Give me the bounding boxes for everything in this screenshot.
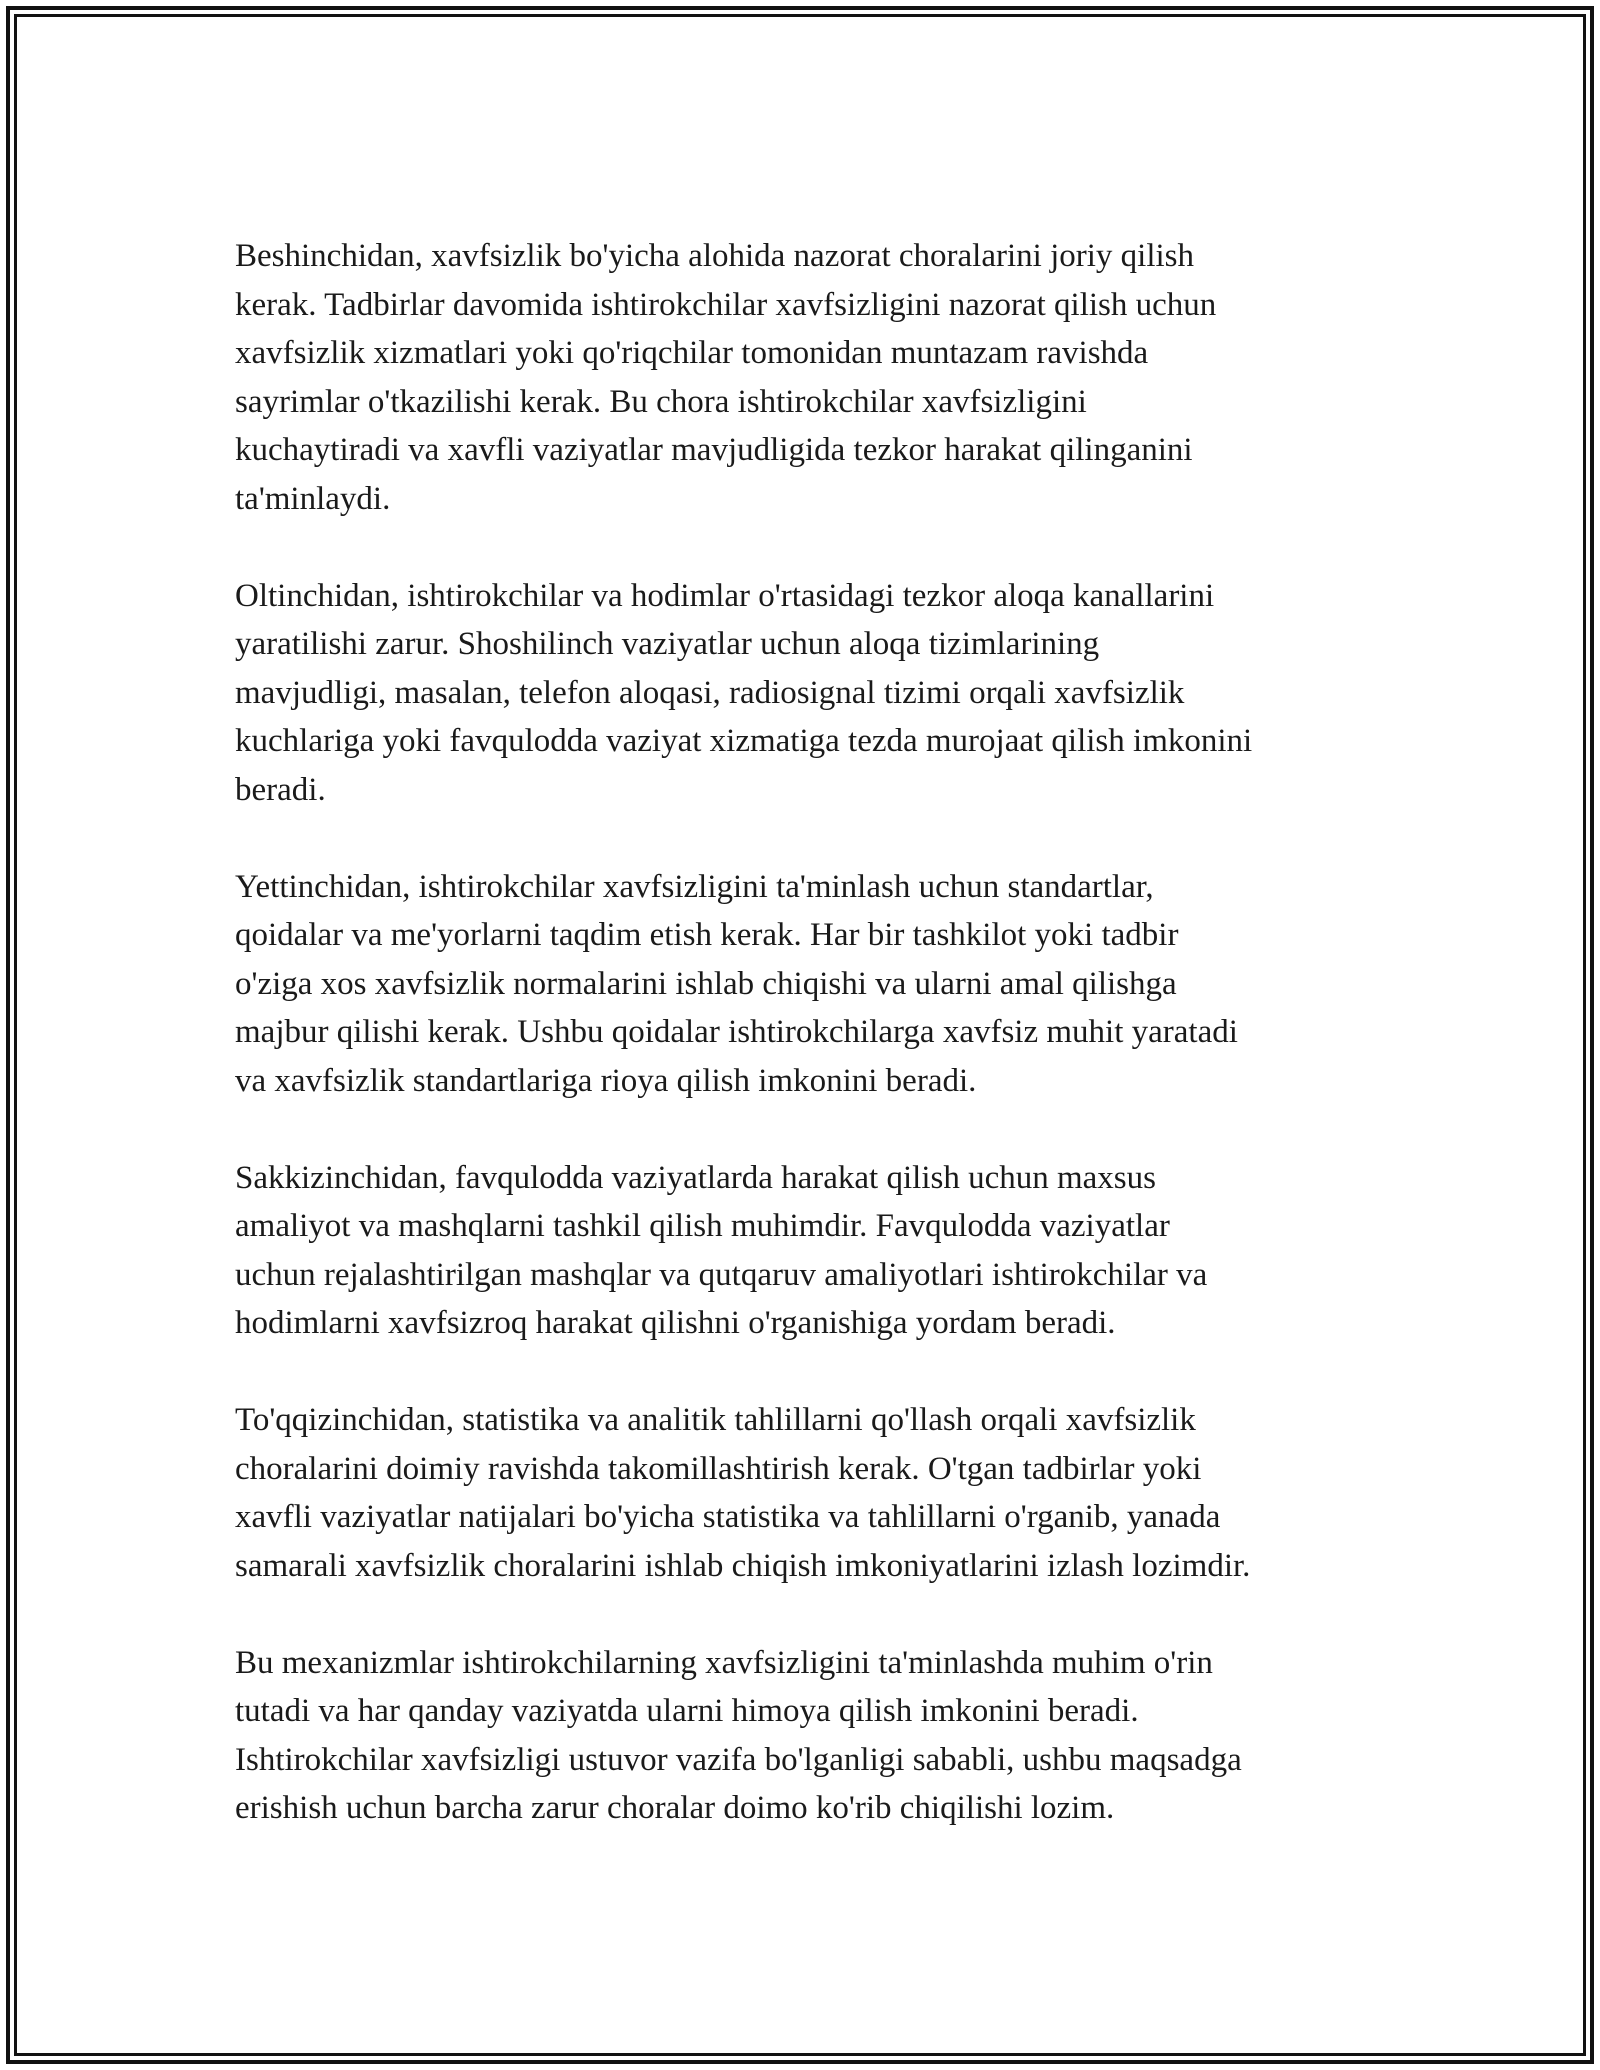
text-line: Yettinchidan, ishtirokchilar xavfsizligini ta'minlash uchun standartlar, (235, 868, 1154, 905)
text-line: ta'minlaydi. (235, 480, 391, 517)
text-line: o'ziga xos xavfsizlik normalarini ishlab chiqishi va ularni amal qilishga (235, 965, 1177, 1002)
paragraph-oltinchidan (235, 572, 1370, 815)
text-line: tutadi va har qanday vaziyatda ularni himoya qilish imkonini beradi. (235, 1693, 1139, 1729)
paragraph-yettinchidan (235, 863, 1370, 1106)
text-line: To'qqizinchidan, statistika va analitik tahlillarni qo'llash orqali xavfsizlik (235, 1402, 1196, 1438)
paragraph-beshinchidan (235, 232, 1370, 523)
text-line: choralarini doimiy ravishda takomillashtirish kerak. O'tgan tadbirlar yoki (235, 1450, 1202, 1487)
text-line: mavjudligi, masalan, telefon aloqasi, radiosignal tizimi orqali xavfsizlik (235, 674, 1185, 711)
text-line: xavfli vaziyatlar natijalari bo'yicha statistika va tahlillarni o'rganib, yanada (235, 1499, 1221, 1535)
paragraph-conclusion (235, 1639, 1370, 1833)
paragraph-toqqizinchidan (235, 1396, 1370, 1590)
text-line: kuchlariga yoki favqulodda vaziyat xizmatiga tezda murojaat qilish imkonini (235, 723, 1253, 759)
text-line: qoidalar va me'yorlarni taqdim etish kerak. Har bir tashkilot yoki tadbir (235, 917, 1179, 953)
text-line: va xavfsizlik standartlariga rioya qilish imkonini beradi. (235, 1062, 977, 1099)
text-line: sayrimlar o'tkazilishi kerak. Bu chora ishtirokchilar xavfsizligini (235, 383, 1087, 420)
text-line: samarali xavfsizlik choralarini ishlab chiqish imkoniyatlarini izlash lozimdir. (235, 1547, 1251, 1584)
text-line: Oltinchidan, ishtirokchilar va hodimlar o'rtasidagi tezkor aloqa kanallarini (235, 577, 1215, 614)
text-line: kuchaytiradi va xavfli vaziyatlar mavjudligida tezkor harakat qilinganini (235, 432, 1193, 468)
text-line: Sakkizinchidan, favqulodda vaziyatlarda harakat qilish uchun maxsus (235, 1159, 1156, 1196)
paragraph-sakkizinchidan (235, 1154, 1370, 1348)
text-line: xavfsizlik xizmatlari yoki qo'riqchilar tomonidan muntazam ravishda (235, 335, 1149, 371)
text-line: hodimlarni xavfsizroq harakat qilishni o'rganishiga yordam beradi. (235, 1305, 1116, 1341)
text-line: amaliyot va mashqlarni tashkil qilish muhimdir. Favqulodda vaziyatlar (235, 1208, 1170, 1244)
text-line: majbur qilishi kerak. Ushbu qoidalar ishtirokchilarga xavfsiz muhit yaratadi (235, 1014, 1238, 1050)
text-line: Bu mexanizmlar ishtirokchilarning xavfsizligini ta'minlashda muhim o'rin (235, 1644, 1213, 1681)
text-line: Ishtirokchilar xavfsizligi ustuvor vazifa bo'lganligi sababli, ushbu maqsadga (235, 1741, 1242, 1778)
text-line: beradi. (235, 771, 326, 808)
text-line: uchun rejalashtirilgan mashqlar va qutqaruv amaliyotlari ishtirokchilar va (235, 1256, 1208, 1293)
document-body (235, 232, 1370, 1833)
text-line: kerak. Tadbirlar davomida ishtirokchilar xavfsizligini nazorat qilish uchun (235, 286, 1217, 323)
text-line: yaratilishi zarur. Shoshilinch vaziyatlar uchun aloqa tizimlarining (235, 626, 1100, 662)
text-line: Beshinchidan, xavfsizlik bo'yicha alohida nazorat choralarini joriy qilish (235, 238, 1194, 274)
text-line: erishish uchun barcha zarur choralar doimo ko'rib chiqilishi lozim. (235, 1790, 1115, 1826)
